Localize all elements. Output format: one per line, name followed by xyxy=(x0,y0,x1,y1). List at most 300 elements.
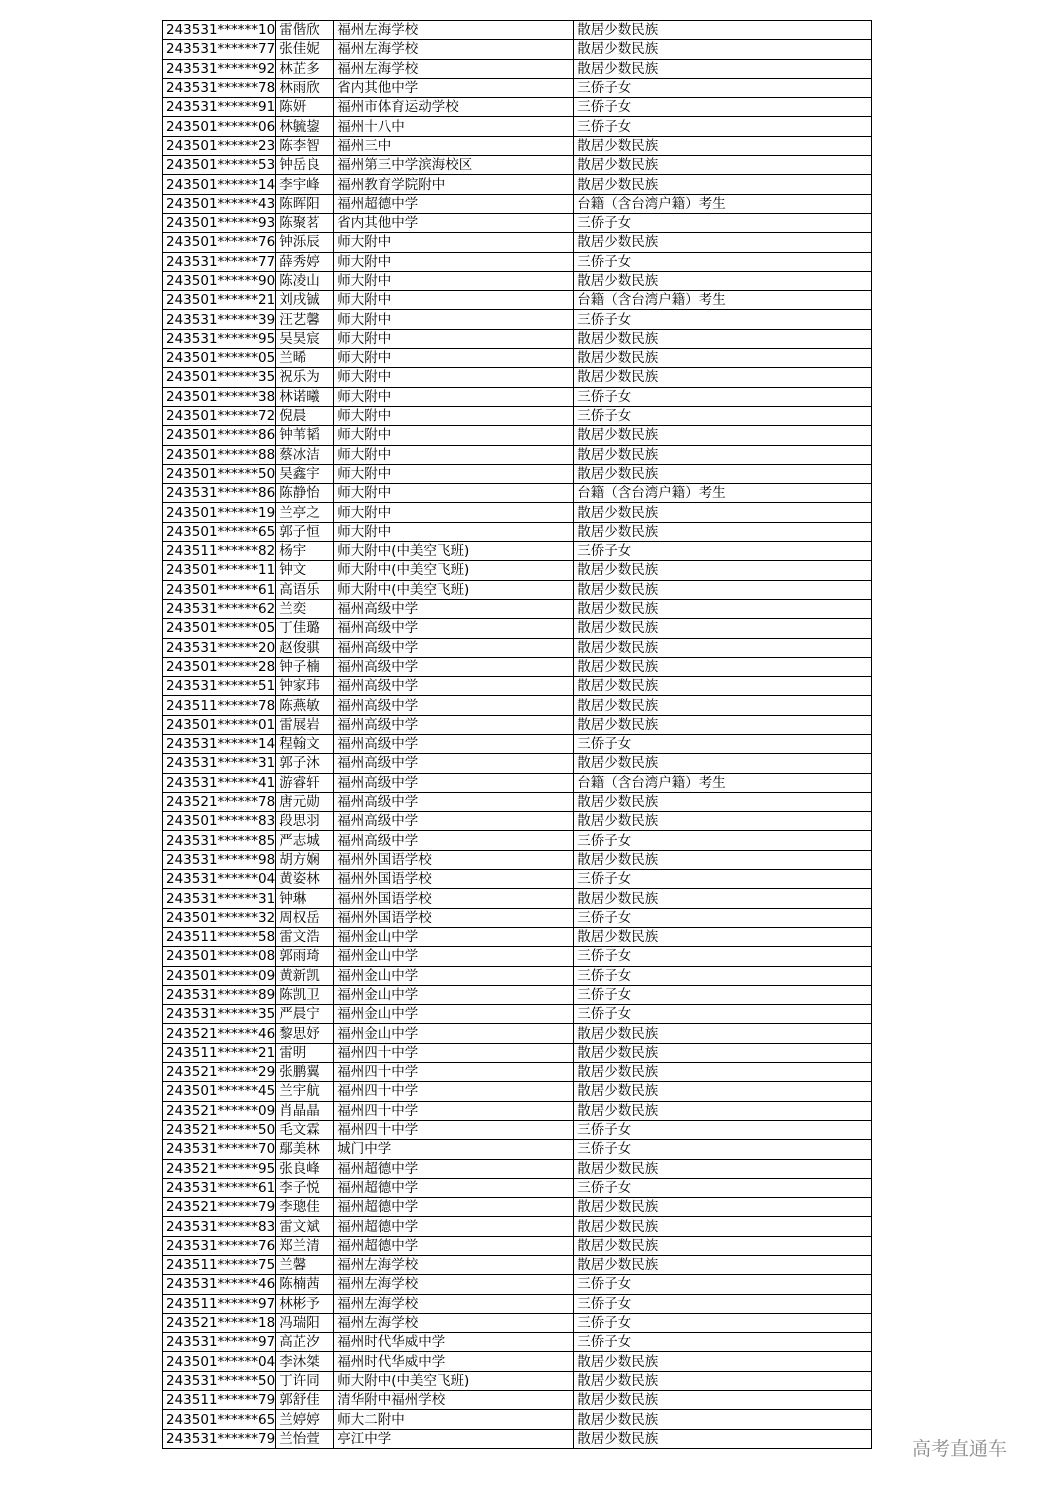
exam-id-cell: 243501******93 xyxy=(163,213,276,232)
table-row xyxy=(163,1198,872,1217)
name-cell: 陈聚茗 xyxy=(276,213,334,232)
name-cell: 段思羽 xyxy=(276,812,334,831)
exam-id-cell: 243501******06 xyxy=(163,117,276,136)
exam-id-cell: 243531******97 xyxy=(163,1333,276,1352)
category-cell: 三侨子女 xyxy=(574,985,872,1004)
table-row xyxy=(163,889,872,908)
name-cell: 兰怡萱 xyxy=(276,1429,334,1448)
table-row xyxy=(163,1391,872,1410)
exam-id-cell: 243531******70 xyxy=(163,1140,276,1159)
table-row xyxy=(163,947,872,966)
category-cell: 散居少数民族 xyxy=(574,368,872,387)
exam-id-cell: 243531******91 xyxy=(163,98,276,117)
school-cell: 师大附中 xyxy=(334,522,574,541)
school-cell: 福州高级中学 xyxy=(334,677,574,696)
school-cell: 福州金山中学 xyxy=(334,947,574,966)
table-row xyxy=(163,445,872,464)
table-row xyxy=(163,542,872,561)
school-cell: 福州金山中学 xyxy=(334,966,574,985)
name-cell: 郭子恒 xyxy=(276,522,334,541)
exam-id-cell: 243531******85 xyxy=(163,831,276,850)
school-cell: 福州高级中学 xyxy=(334,619,574,638)
name-cell: 倪晨 xyxy=(276,406,334,425)
category-cell: 散居少数民族 xyxy=(574,889,872,908)
table-row xyxy=(163,754,872,773)
school-cell: 福州高级中学 xyxy=(334,599,574,618)
school-cell: 福州教育学院附中 xyxy=(334,175,574,194)
table-row xyxy=(163,252,872,271)
category-cell: 散居少数民族 xyxy=(574,522,872,541)
table-row xyxy=(163,1236,872,1255)
category-cell: 散居少数民族 xyxy=(574,464,872,483)
category-cell: 三侨子女 xyxy=(574,542,872,561)
table-row xyxy=(163,1410,872,1429)
table-row xyxy=(163,156,872,175)
school-cell: 福州十八中 xyxy=(334,117,574,136)
category-cell: 散居少数民族 xyxy=(574,156,872,175)
table-row xyxy=(163,908,872,927)
name-cell: 蔡冰洁 xyxy=(276,445,334,464)
school-cell: 师大附中 xyxy=(334,329,574,348)
name-cell: 黄姿林 xyxy=(276,870,334,889)
table-row xyxy=(163,1313,872,1332)
name-cell: 祝乐为 xyxy=(276,368,334,387)
exam-id-cell: 243511******82 xyxy=(163,542,276,561)
exam-id-cell: 243531******77 xyxy=(163,252,276,271)
name-cell: 严晨宁 xyxy=(276,1005,334,1024)
name-cell: 李宇峰 xyxy=(276,175,334,194)
exam-id-cell: 243521******78 xyxy=(163,792,276,811)
school-cell: 福州超德中学 xyxy=(334,1159,574,1178)
school-cell: 福州金山中学 xyxy=(334,927,574,946)
name-cell: 张良峰 xyxy=(276,1159,334,1178)
table-row xyxy=(163,1120,872,1139)
name-cell: 肖晶晶 xyxy=(276,1101,334,1120)
name-cell: 林芷多 xyxy=(276,59,334,78)
name-cell: 吴鑫宇 xyxy=(276,464,334,483)
table-row xyxy=(163,368,872,387)
school-cell: 福州左海学校 xyxy=(334,21,574,40)
category-cell: 三侨子女 xyxy=(574,1178,872,1197)
exam-id-cell: 243511******75 xyxy=(163,1256,276,1275)
category-cell: 散居少数民族 xyxy=(574,1082,872,1101)
table-row xyxy=(163,329,872,348)
table-row xyxy=(163,696,872,715)
exam-id-cell: 243501******14 xyxy=(163,175,276,194)
school-cell: 福州高级中学 xyxy=(334,734,574,753)
category-cell: 三侨子女 xyxy=(574,252,872,271)
name-cell: 黎思妤 xyxy=(276,1024,334,1043)
school-cell: 福州左海学校 xyxy=(334,40,574,59)
table-row xyxy=(163,1256,872,1275)
table-row xyxy=(163,1024,872,1043)
table-row xyxy=(163,831,872,850)
table-row xyxy=(163,1101,872,1120)
table-row xyxy=(163,715,872,734)
name-cell: 吴昊宸 xyxy=(276,329,334,348)
name-cell: 钟岳良 xyxy=(276,156,334,175)
category-cell: 三侨子女 xyxy=(574,406,872,425)
table-row xyxy=(163,78,872,97)
category-cell: 三侨子女 xyxy=(574,966,872,985)
name-cell: 张鹏翼 xyxy=(276,1063,334,1082)
school-cell: 福州左海学校 xyxy=(334,1294,574,1313)
exam-id-cell: 243501******90 xyxy=(163,271,276,290)
school-cell: 福州金山中学 xyxy=(334,1024,574,1043)
name-cell: 冯瑞阳 xyxy=(276,1313,334,1332)
exam-id-cell: 243531******79 xyxy=(166,1430,276,1447)
name-cell: 李璁佳 xyxy=(276,1198,334,1217)
exam-id-cell: 243531******35 xyxy=(163,1005,276,1024)
category-cell: 三侨子女 xyxy=(574,1275,872,1294)
category-cell: 散居少数民族 xyxy=(574,445,872,464)
exam-id-cell: 243531******86 xyxy=(163,484,276,503)
exam-id-cell: 243501******45 xyxy=(163,1082,276,1101)
school-cell: 师大附中 xyxy=(334,464,574,483)
category-cell: 散居少数民族 xyxy=(574,1236,872,1255)
category-cell: 散居少数民族 xyxy=(574,1410,872,1429)
school-cell: 福州高级中学 xyxy=(334,754,574,773)
table-row xyxy=(163,1005,872,1024)
name-cell: 唐元勋 xyxy=(276,792,334,811)
category-cell: 散居少数民族 xyxy=(574,638,872,657)
school-cell: 福州外国语学校 xyxy=(334,850,574,869)
name-cell: 雷偕欣 xyxy=(276,21,334,40)
category-cell: 三侨子女 xyxy=(574,1294,872,1313)
school-cell: 师大附中(中美空飞班) xyxy=(334,561,574,580)
exam-id-cell: 243531******61 xyxy=(163,1178,276,1197)
category-cell: 散居少数民族 xyxy=(574,754,872,773)
table-row xyxy=(163,1063,872,1082)
table-row xyxy=(163,1178,872,1197)
name-cell: 林雨欣 xyxy=(276,78,334,97)
exam-id-cell: 243521******50 xyxy=(163,1120,276,1139)
category-cell: 散居少数民族 xyxy=(574,1024,872,1043)
school-cell: 福州时代华威中学 xyxy=(334,1352,574,1371)
school-cell: 福州金山中学 xyxy=(334,985,574,1004)
category-cell: 散居少数民族 xyxy=(574,503,872,522)
category-cell: 三侨子女 xyxy=(574,734,872,753)
exam-id-cell: 243501******86 xyxy=(163,426,276,445)
school-cell: 福州高级中学 xyxy=(334,773,574,792)
exam-id-cell: 243511******79 xyxy=(163,1391,276,1410)
school-cell: 福州左海学校 xyxy=(334,1256,574,1275)
name-cell: 陈凯卫 xyxy=(276,985,334,1004)
name-cell: 赵俊骐 xyxy=(276,638,334,657)
name-cell: 丁佳璐 xyxy=(276,619,334,638)
name-cell: 郭雨琦 xyxy=(276,947,334,966)
exam-id-cell: 243521******46 xyxy=(163,1024,276,1043)
table-row xyxy=(163,966,872,985)
table-row xyxy=(163,522,872,541)
table-row xyxy=(163,1082,872,1101)
table-row xyxy=(163,213,872,232)
exam-id-cell: 243531******62 xyxy=(163,599,276,618)
school-cell: 师大附中 xyxy=(334,349,574,368)
exam-id-cell: 243521******95 xyxy=(163,1159,276,1178)
category-cell: 三侨子女 xyxy=(574,310,872,329)
school-cell: 师大附中 xyxy=(334,445,574,464)
table-row xyxy=(163,677,872,696)
school-cell: 城门中学 xyxy=(334,1140,574,1159)
school-cell: 师大二附中 xyxy=(334,1410,574,1429)
exam-id-cell: 243501******65 xyxy=(163,1410,276,1429)
table-row xyxy=(163,734,872,753)
exam-id-cell: 243531******10 xyxy=(163,21,276,40)
table-row xyxy=(163,792,872,811)
exam-id-cell: 243501******11 xyxy=(163,561,276,580)
table-row xyxy=(163,812,872,831)
table-row xyxy=(163,638,872,657)
category-cell: 三侨子女 xyxy=(574,1005,872,1024)
name-cell: 陈妍 xyxy=(276,98,334,117)
name-cell: 张佳妮 xyxy=(276,40,334,59)
table-row xyxy=(163,406,872,425)
exam-id-cell: 243501******32 xyxy=(163,908,276,927)
name-cell: 钟泺辰 xyxy=(276,233,334,252)
name-cell: 李子悦 xyxy=(276,1178,334,1197)
name-cell: 陈燕敏 xyxy=(276,696,334,715)
name-cell: 周权岳 xyxy=(276,908,334,927)
table-row xyxy=(163,1294,872,1313)
table-row xyxy=(163,310,872,329)
exam-id-cell: 243501******04 xyxy=(163,1352,276,1371)
name-cell: 刘戌铖 xyxy=(276,291,334,310)
category-cell: 散居少数民族 xyxy=(574,715,872,734)
name-cell: 黄新凯 xyxy=(276,966,334,985)
category-cell: 散居少数民族 xyxy=(574,1043,872,1062)
table-row xyxy=(163,850,872,869)
name-cell: 钟家玮 xyxy=(276,677,334,696)
category-cell: 散居少数民族 xyxy=(574,1391,872,1410)
category-cell: 散居少数民族 xyxy=(574,1198,872,1217)
school-cell: 福州左海学校 xyxy=(334,1275,574,1294)
name-cell: 程翰文 xyxy=(276,734,334,753)
category-cell: 散居少数民族 xyxy=(574,40,872,59)
category-cell: 散居少数民族 xyxy=(574,850,872,869)
category-cell: 散居少数民族 xyxy=(574,1352,872,1371)
exam-id-cell: 243501******19 xyxy=(163,503,276,522)
school-cell: 师大附中 xyxy=(334,426,574,445)
school-cell: 福州时代华威中学 xyxy=(334,1333,574,1352)
school-cell: 福州高级中学 xyxy=(334,715,574,734)
exam-id-cell: 243501******38 xyxy=(163,387,276,406)
name-cell: 兰晞 xyxy=(276,349,334,368)
exam-id-cell: 243511******97 xyxy=(163,1294,276,1313)
school-cell: 福州超德中学 xyxy=(334,1178,574,1197)
category-cell: 散居少数民族 xyxy=(574,792,872,811)
school-cell: 师大附中 xyxy=(334,233,574,252)
name-cell: 郑兰清 xyxy=(276,1236,334,1255)
name-cell: 丁许同 xyxy=(276,1371,334,1390)
exam-id-cell: 243501******01 xyxy=(163,715,276,734)
school-cell: 师大附中 xyxy=(334,406,574,425)
school-cell: 师大附中 xyxy=(334,291,574,310)
category-cell: 散居少数民族 xyxy=(574,59,872,78)
category-cell: 散居少数民族 xyxy=(574,21,872,40)
name-cell: 钟文 xyxy=(276,561,334,580)
school-cell: 省内其他中学 xyxy=(334,78,574,97)
name-cell: 兰馨 xyxy=(276,1256,334,1275)
exam-id-cell: 243531******04 xyxy=(163,870,276,889)
name-cell: 毛文霖 xyxy=(276,1120,334,1139)
table-row xyxy=(163,117,872,136)
category-cell: 三侨子女 xyxy=(574,1140,872,1159)
exam-id-cell: 243531******50 xyxy=(163,1371,276,1390)
exam-id-cell: 243501******88 xyxy=(163,445,276,464)
name-cell: 雷明 xyxy=(276,1043,334,1062)
school-cell: 福州超德中学 xyxy=(334,1236,574,1255)
table-row xyxy=(163,1371,872,1390)
category-cell: 三侨子女 xyxy=(574,908,872,927)
school-cell: 福州外国语学校 xyxy=(334,870,574,889)
exam-id-cell: 243531******51 xyxy=(163,677,276,696)
table-row xyxy=(163,1275,872,1294)
exam-id-cell: 243501******61 xyxy=(163,580,276,599)
exam-id-cell: 243531******31 xyxy=(163,889,276,908)
table-row xyxy=(163,1043,872,1062)
school-cell: 福州市体育运动学校 xyxy=(334,98,574,117)
exam-id-cell: 243501******43 xyxy=(163,194,276,213)
school-cell: 福州第三中学滨海校区 xyxy=(334,156,574,175)
category-cell: 散居少数民族 xyxy=(574,812,872,831)
category-cell: 三侨子女 xyxy=(574,870,872,889)
table-row xyxy=(163,927,872,946)
name-cell: 陈晖阳 xyxy=(276,194,334,213)
exam-id-cell: 243531******20 xyxy=(163,638,276,657)
category-cell: 散居少数民族 xyxy=(574,329,872,348)
category-cell: 散居少数民族 xyxy=(574,1371,872,1390)
school-cell: 福州外国语学校 xyxy=(334,889,574,908)
exam-id-cell: 243531******41 xyxy=(163,773,276,792)
exam-id-cell: 243531******76 xyxy=(163,1236,276,1255)
category-cell: 台籍（含台湾户籍）考生 xyxy=(574,484,872,503)
table-row xyxy=(163,136,872,155)
exam-id-cell: 243501******08 xyxy=(163,947,276,966)
category-cell: 散居少数民族 xyxy=(574,1159,872,1178)
category-cell: 三侨子女 xyxy=(574,98,872,117)
table-row xyxy=(163,657,872,676)
table-row xyxy=(163,1140,872,1159)
watermark-text: 高考直通车 xyxy=(912,1438,1008,1460)
table-row xyxy=(163,21,872,40)
table-row xyxy=(163,1217,872,1236)
category-cell: 三侨子女 xyxy=(574,117,872,136)
exam-id-cell: 243531******31 xyxy=(163,754,276,773)
table-row xyxy=(163,1159,872,1178)
category-cell: 散居少数民族 xyxy=(574,349,872,368)
exam-id-cell: 243531******14 xyxy=(163,734,276,753)
name-cell: 陈李智 xyxy=(276,136,334,155)
name-cell: 雷展岩 xyxy=(276,715,334,734)
category-cell: 散居少数民族 xyxy=(574,1101,872,1120)
name-cell: 林毓鋆 xyxy=(276,117,334,136)
category-cell: 散居少数民族 xyxy=(574,657,872,676)
name-cell: 严志城 xyxy=(276,831,334,850)
name-cell: 钟苇韬 xyxy=(276,426,334,445)
exam-id-cell: 243531******77 xyxy=(163,40,276,59)
school-cell: 师大附中 xyxy=(334,252,574,271)
exam-id-cell: 243531******89 xyxy=(163,985,276,1004)
category-cell: 台籍（含台湾户籍）考生 xyxy=(574,773,872,792)
student-table xyxy=(162,20,872,1449)
category-cell: 散居少数民族 xyxy=(574,561,872,580)
name-cell: 杨宇 xyxy=(276,542,334,561)
table-row xyxy=(163,1333,872,1352)
name-cell: 兰宇航 xyxy=(276,1082,334,1101)
exam-id-cell: 243501******05 xyxy=(163,619,276,638)
category-cell: 散居少数民族 xyxy=(574,426,872,445)
category-cell: 台籍（含台湾户籍）考生 xyxy=(574,194,872,213)
school-cell: 亭江中学 xyxy=(334,1429,574,1448)
school-cell: 福州超德中学 xyxy=(334,1198,574,1217)
school-cell: 福州超德中学 xyxy=(334,1217,574,1236)
category-cell: 散居少数民族 xyxy=(574,1217,872,1236)
name-cell: 陈静怡 xyxy=(276,484,334,503)
school-cell: 福州四十中学 xyxy=(334,1063,574,1082)
school-cell: 福州四十中学 xyxy=(334,1043,574,1062)
table-row xyxy=(163,194,872,213)
category-cell: 散居少数民族 xyxy=(574,1063,872,1082)
school-cell: 师大附中(中美空飞班) xyxy=(334,542,574,561)
category-cell: 三侨子女 xyxy=(574,78,872,97)
category-cell: 三侨子女 xyxy=(574,1120,872,1139)
category-cell: 散居少数民族 xyxy=(574,927,872,946)
category-cell: 三侨子女 xyxy=(574,831,872,850)
category-cell: 三侨子女 xyxy=(574,1333,872,1352)
school-cell: 福州三中 xyxy=(334,136,574,155)
category-cell: 散居少数民族 xyxy=(574,233,872,252)
school-cell: 福州高级中学 xyxy=(334,812,574,831)
school-cell: 福州四十中学 xyxy=(334,1101,574,1120)
category-cell: 散居少数民族 xyxy=(574,696,872,715)
table-row xyxy=(163,59,872,78)
table-row xyxy=(163,464,872,483)
category-cell: 散居少数民族 xyxy=(574,677,872,696)
school-cell: 师大附中 xyxy=(334,271,574,290)
school-cell: 福州高级中学 xyxy=(334,638,574,657)
category-cell: 散居少数民族 xyxy=(574,599,872,618)
school-cell: 福州高级中学 xyxy=(334,792,574,811)
exam-id-cell: 243501******23 xyxy=(163,136,276,155)
name-cell: 陈楠茜 xyxy=(276,1275,334,1294)
table-row xyxy=(163,484,872,503)
category-cell: 散居少数民族 xyxy=(574,580,872,599)
school-cell: 师大附中 xyxy=(334,368,574,387)
name-cell: 鄢美林 xyxy=(276,1140,334,1159)
category-cell: 三侨子女 xyxy=(574,213,872,232)
exam-id-cell: 243531******39 xyxy=(163,310,276,329)
exam-id-cell: 243501******76 xyxy=(163,233,276,252)
category-cell: 三侨子女 xyxy=(574,947,872,966)
exam-id-cell: 243531******46 xyxy=(163,1275,276,1294)
school-cell: 福州高级中学 xyxy=(334,831,574,850)
school-cell: 福州四十中学 xyxy=(334,1120,574,1139)
table-row xyxy=(163,1352,872,1371)
school-cell: 师大附中 xyxy=(334,310,574,329)
category-cell: 台籍（含台湾户籍）考生 xyxy=(574,291,872,310)
exam-id-cell: 243521******29 xyxy=(163,1063,276,1082)
table-row xyxy=(163,580,872,599)
table-row xyxy=(163,619,872,638)
name-cell: 兰奕 xyxy=(276,599,334,618)
table-row xyxy=(163,175,872,194)
table-row xyxy=(163,985,872,1004)
school-cell: 福州高级中学 xyxy=(334,696,574,715)
table-row xyxy=(163,291,872,310)
exam-id-cell: 243511******21 xyxy=(163,1043,276,1062)
school-cell: 福州金山中学 xyxy=(334,1005,574,1024)
